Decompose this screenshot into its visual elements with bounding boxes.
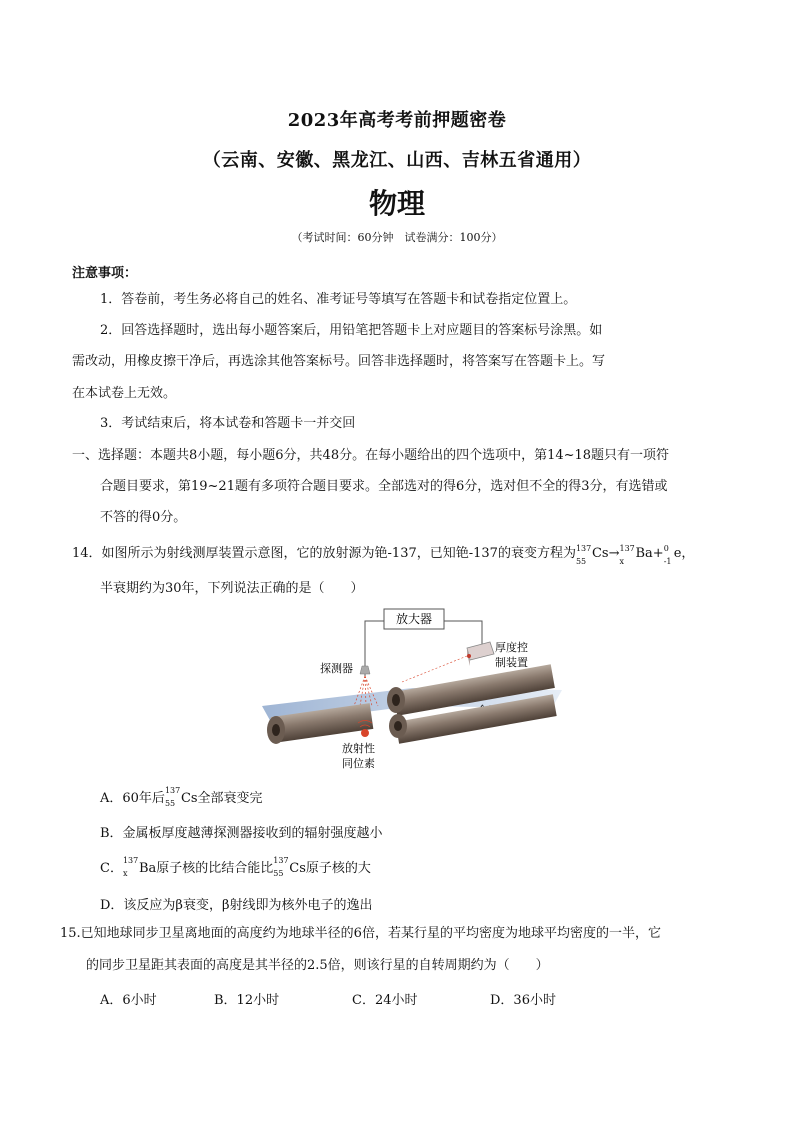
q14-option-c-nuclide-2	[273, 855, 289, 878]
cs-mass-number: 137	[575, 543, 592, 553]
q14-option-a-prefix: A．60年后	[100, 791, 165, 806]
cs-charge-number: 55	[575, 556, 587, 566]
e-mass-number: 0	[663, 543, 669, 553]
source-label-2: 同位素	[342, 757, 375, 770]
control-label-1: 厚度控	[495, 641, 528, 654]
q15-option-d[interactable]: D．36小时	[490, 993, 556, 1008]
q14-option-a-suffix: Cs全部衰变完	[180, 791, 263, 806]
title-line-2: （云南、安徽、黑龙江、山西、吉林五省通用）	[202, 150, 592, 171]
q14-option-b[interactable]: B．金属板厚度越薄探测器接收到的辐射强度越小	[100, 826, 383, 841]
q14-option-c-prefix: C．	[100, 861, 123, 876]
notes-heading: 注意事项：	[72, 266, 138, 281]
section-1-line-1: 一、选择题：本题共8小题，每小题6分，共48分。在每小题给出的四个选项中，第14~18题只有一项符	[72, 448, 670, 463]
q14-option-c-middle: Ba原子核的比结合能比	[138, 861, 274, 876]
thickness-gauge-diagram	[262, 606, 562, 776]
reaction-arrow: →	[608, 546, 620, 561]
e-charge-number: -1	[663, 556, 672, 566]
section-1-line-3: 不答的得0分。	[100, 510, 187, 525]
note-item-3: 3．考试结束后，将本试卷和答题卡一并交回	[100, 416, 356, 431]
note-item-2-line-1: 2．回答选择题时，选出每小题答案后，用铅笔把答题卡上对应题目的答案标号涂黑。如	[100, 323, 603, 338]
cs-nuclide	[575, 543, 592, 566]
q14-option-c-mass-2: 137	[273, 855, 289, 865]
q15-option-c[interactable]: C．24小时	[352, 993, 418, 1008]
q14-option-c-charge: x	[122, 868, 128, 878]
ba-symbol: Ba+	[635, 546, 664, 561]
e-symbol: e，	[673, 546, 695, 561]
control-line	[402, 656, 467, 682]
amplifier-label: 放大器	[395, 612, 433, 626]
q14-option-c-charge-2: 55	[273, 868, 284, 878]
ba-charge-number: x	[619, 556, 625, 566]
note-item-2-line-2: 需改动，用橡皮擦干净后，再选涂其他答案标号。回答非选择题时，将答案写在答题卡上。写	[72, 354, 606, 369]
e-nuclide	[663, 543, 674, 566]
section-1-line-2: 合题目要求，第19~21题有多项符合题目要求。全部选对的得6分，选对但不全的得3分，有选错或	[100, 479, 668, 494]
q14-stem-line-2: 半衰期约为30年，下列说法正确的是（ ）	[100, 581, 364, 596]
title-line-1: 2023年高考考前押题密卷	[287, 110, 507, 131]
note-item-2-line-3: 在本试卷上无效。	[72, 386, 177, 401]
q14-option-c-suffix: Cs原子核的大	[289, 861, 371, 876]
subject-title: 物理	[368, 187, 425, 220]
q14-option-c[interactable]	[100, 857, 371, 876]
exam-info: （考试时间：60分钟 试卷满分：100分）	[291, 231, 503, 244]
ba-mass-number: 137	[619, 543, 635, 553]
ba-nuclide	[619, 543, 636, 566]
q15-stem-line-1: 15.已知地球同步卫星离地面的高度约为地球半径的6倍，若某行星的平均密度为地球平均密度的一半，它	[60, 926, 661, 941]
q14-option-a-charge: 55	[164, 798, 176, 808]
control-label-2: 制装置	[495, 656, 528, 669]
note-item-1: 1．答卷前，考生务必将自己的姓名、准考证号等填写在答题卡和试卷指定位置上。	[100, 292, 577, 307]
q14-option-a-nuclide	[164, 785, 181, 808]
q14-option-d[interactable]: D．该反应为β衰变，β射线即为核外电子的逸出	[100, 898, 373, 913]
q14-option-a-mass: 137	[164, 785, 181, 795]
detector-body	[360, 666, 370, 674]
q14-stem-line-1	[72, 543, 695, 566]
cs-symbol: Cs	[591, 546, 609, 561]
q14-option-a[interactable]	[100, 787, 263, 806]
source-label-1: 放射性	[342, 742, 375, 755]
q15-stem-line-2: 的同步卫星距其表面的高度是其半径的2.5倍，则该行星的自转周期约为（ ）	[86, 958, 549, 973]
q14-stem-text: 14．如图所示为射线测厚装置示意图，它的放射源为铯-137，已知铯-137的衰变方程为	[72, 546, 576, 561]
detector-label: 探测器	[320, 662, 353, 675]
q14-option-c-mass: 137	[122, 855, 139, 865]
control-device-top	[467, 642, 494, 660]
q15-option-a[interactable]: A．6小时	[100, 993, 157, 1008]
q14-option-c-nuclide-1	[122, 855, 139, 878]
control-device-indicator	[467, 654, 471, 658]
q15-option-b[interactable]: B．12小时	[214, 993, 280, 1008]
